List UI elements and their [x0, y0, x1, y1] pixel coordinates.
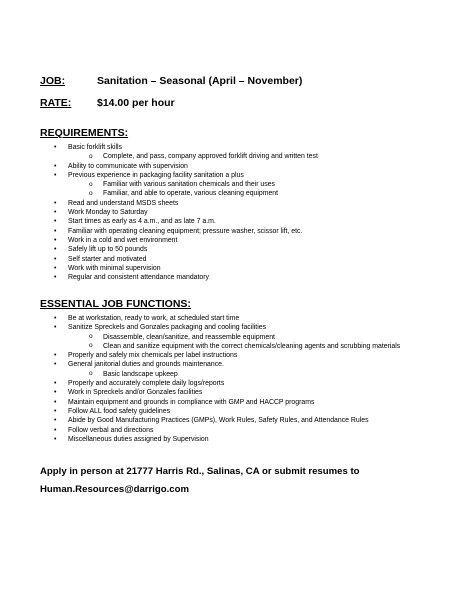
apply-email[interactable]: Human.Resources@darrigo.com	[40, 484, 190, 495]
list-item: • Safely lift up to 50 pounds	[0, 245, 318, 254]
list-item: • Familiar with operating cleaning equipment; pressure washer, scissor lift, etc.	[0, 227, 318, 236]
job-row	[40, 75, 303, 87]
list-item: • Work Monday to Saturday	[0, 208, 318, 217]
list-item: • Read and understand MSDS sheets	[0, 199, 318, 208]
list-item: • Work in a cold and wet environment	[0, 236, 318, 245]
sub-list-item: o Familiar, and able to operate, various cleaning equipment	[0, 189, 318, 198]
list-item: • Properly and accurately complete daily logs/reports	[0, 379, 400, 388]
list-item: • Ability to communicate with supervision	[0, 162, 318, 171]
rate-row	[40, 97, 175, 109]
requirements-heading: REQUIREMENTS:	[40, 127, 129, 139]
list-item: • Abide by Good Manufacturing Practices (GMPs), Work Rules, Safety Rules, and Attendance Rules	[0, 416, 400, 425]
functions-list	[0, 314, 400, 444]
list-item: • Self starter and motivated	[0, 255, 318, 264]
functions-heading: ESSENTIAL JOB FUNCTIONS:	[40, 298, 191, 310]
sub-list-item: o Clean and sanitize equipment with the correct chemicals/cleaning agents and scrubbing materials	[0, 342, 400, 351]
list-item: • Properly and safely mix chemicals per label instructions	[0, 351, 400, 360]
sub-list-item: o Complete, and pass, company approved forklift driving and written test	[0, 152, 318, 161]
list-item: • Follow ALL food safety guidelines	[0, 407, 400, 416]
list-item: • Work with minimal supervision	[0, 264, 318, 273]
requirements-list	[0, 143, 318, 282]
list-item: • General janitorial duties and grounds maintenance.	[0, 360, 400, 369]
list-item: • Sanitize Spreckels and Gonzales packaging and cooling facilities	[0, 323, 400, 332]
list-item: • Be at workstation, ready to work, at scheduled start time	[0, 314, 400, 323]
rate-label: RATE:	[40, 97, 72, 109]
list-item: • Start times as early as 4 a.m., and as late 7 a.m.	[0, 217, 318, 226]
list-item: • Work in Spreckels and/or Gonzales facilities	[0, 388, 400, 397]
list-item: • Regular and consistent attendance mandatory	[0, 273, 318, 282]
list-item: • Miscellaneous duties assigned by Supervision	[0, 435, 400, 444]
sub-list-item: o Familiar with various sanitation chemicals and their uses	[0, 180, 318, 189]
list-item: • Previous experience in packaging facility sanitation a plus	[0, 171, 318, 180]
sub-list-item: o Basic landscape upkeep	[0, 370, 400, 379]
rate-value: $14.00 per hour	[97, 97, 175, 109]
job-label: JOB:	[40, 75, 66, 87]
sub-list-item: o Disassemble, clean/sanitize, and reassemble equipment	[0, 333, 400, 342]
apply-instructions: Apply in person at 21777 Harris Rd., Salinas, CA or submit resumes to	[40, 466, 360, 477]
job-title: Sanitation – Seasonal (April – November)	[97, 75, 303, 87]
list-item: • Basic forklift skills	[0, 143, 318, 152]
list-item: • Follow verbal and directions	[0, 426, 400, 435]
list-item: • Maintain equipment and grounds in compliance with GMP and HACCP programs	[0, 398, 400, 407]
